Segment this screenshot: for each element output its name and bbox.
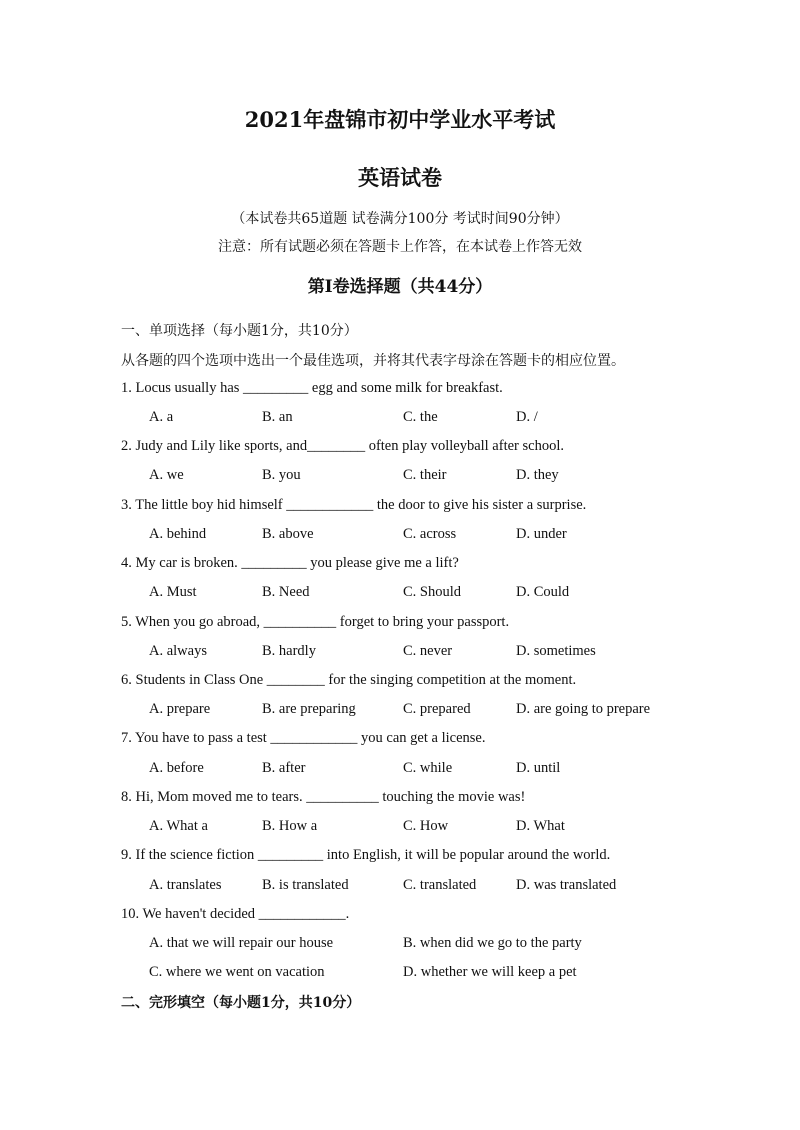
question-stem: 9. If the science fiction _________ into English, it will be popular around the world. — [121, 847, 611, 863]
option-b: B. above — [262, 526, 314, 542]
option-a: A. before — [149, 760, 204, 776]
option-d: D. What — [516, 818, 565, 834]
option-a: A. translates — [149, 877, 222, 893]
option-b: B. hardly — [262, 643, 316, 659]
option-d: D. sometimes — [516, 643, 596, 659]
question-options — [0, 526, 800, 546]
question-options — [0, 760, 800, 780]
option-b: B. are preparing — [262, 701, 356, 717]
option-d: D. are going to prepare — [516, 701, 651, 717]
option-c: C. their — [403, 467, 447, 483]
question-stem: 3. The little boy hid himself ____________ the door to give his sister a surprise. — [121, 497, 587, 513]
option-b: B. is translated — [262, 877, 349, 893]
option-d: D. whether we will keep a pet — [403, 964, 577, 980]
option-c: C. translated — [403, 877, 477, 893]
section-2-heading: 二、完形填空（每小题1分，共10分） — [121, 995, 361, 1011]
part-title: 第I卷选择题（共44分） — [307, 277, 493, 297]
question-options — [0, 935, 800, 955]
question-stem: 4. My car is broken. _________ you please give me a lift? — [121, 555, 459, 571]
exam-title: 2021年盘锦市初中学业水平考试 — [244, 107, 556, 132]
option-d: D. until — [516, 760, 561, 776]
option-d: D. they — [516, 467, 559, 483]
question-stem: 8. Hi, Mom moved me to tears. __________ touching the movie was! — [121, 789, 526, 805]
question-options — [0, 643, 800, 663]
option-c: C. while — [403, 760, 453, 776]
question-options — [0, 409, 800, 429]
question-stem: 5. When you go abroad, __________ forget to bring your passport. — [121, 614, 510, 630]
option-c: C. How — [403, 818, 449, 834]
option-b: B. when did we go to the party — [403, 935, 582, 951]
option-a: A. What a — [149, 818, 208, 834]
option-a: A. prepare — [149, 701, 211, 717]
option-a: A. Must — [149, 584, 197, 600]
question-stem: 10. We haven't decided ____________. — [121, 906, 350, 922]
question-options — [0, 877, 800, 897]
option-c: C. where we went on vacation — [149, 964, 325, 980]
option-a: A. a — [149, 409, 174, 425]
question-options — [0, 701, 800, 721]
question-options — [0, 584, 800, 604]
option-c: C. prepared — [403, 701, 471, 717]
option-b: B. an — [262, 409, 293, 425]
option-b: B. Need — [262, 584, 310, 600]
question-stem: 1. Locus usually has _________ egg and some milk for breakfast. — [121, 380, 503, 396]
option-d: D. was translated — [516, 877, 617, 893]
option-a: A. behind — [149, 526, 207, 542]
question-stem: 6. Students in Class One ________ for the singing competition at the moment. — [121, 672, 577, 688]
option-d: D. / — [516, 409, 538, 425]
option-c: C. the — [403, 409, 438, 425]
option-a: A. we — [149, 467, 184, 483]
section-1-instruction: 从各题的四个选项中选出一个最佳选项，并将其代表字母涂在答题卡的相应位置。 — [121, 353, 625, 369]
question-options — [0, 818, 800, 838]
option-b: B. after — [262, 760, 306, 776]
option-d: D. under — [516, 526, 567, 542]
question-stem: 2. Judy and Lily like sports, and________ often play volleyball after school. — [121, 438, 564, 454]
option-c: C. never — [403, 643, 453, 659]
exam-notice: 注意：所有试题必须在答题卡上作答，在本试卷上作答无效 — [218, 239, 582, 255]
section-1-heading: 一、单项选择（每小题1分，共10分） — [121, 323, 358, 339]
question-options — [0, 467, 800, 487]
option-a: A. that we will repair our house — [149, 935, 334, 951]
question-stem: 7. You have to pass a test ____________ you can get a license. — [121, 730, 486, 746]
option-b: B. How a — [262, 818, 318, 834]
question-options — [0, 964, 800, 984]
option-c: C. across — [403, 526, 457, 542]
exam-info: （本试卷共65道题 试卷满分100分 考试时间90分钟） — [231, 211, 569, 227]
option-b: B. you — [262, 467, 301, 483]
option-a: A. always — [149, 643, 207, 659]
option-c: C. Should — [403, 584, 462, 600]
exam-subtitle: 英语试卷 — [358, 165, 442, 190]
option-d: D. Could — [516, 584, 570, 600]
